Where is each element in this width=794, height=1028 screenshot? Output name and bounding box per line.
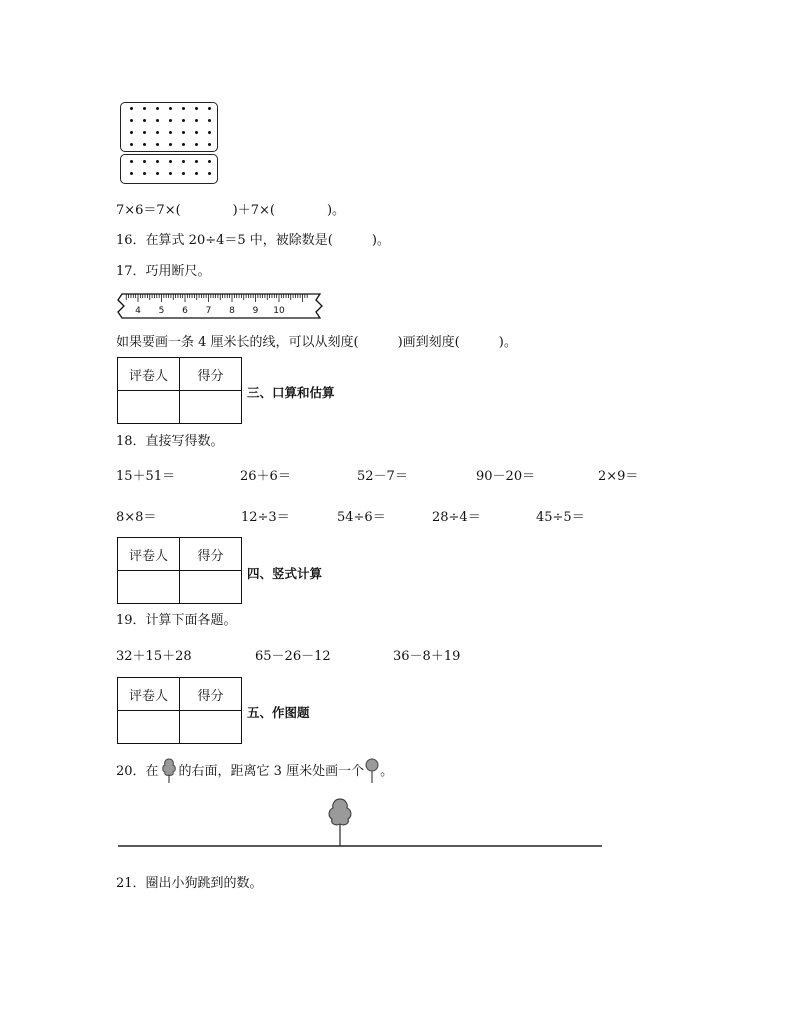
q18-row1-item-3: 52－7＝ xyxy=(357,469,408,484)
ruler-tick-label: 4 xyxy=(135,306,141,316)
q19-item-3: 36－8＋19 xyxy=(393,649,461,664)
dot xyxy=(143,119,146,122)
q18-row2-item-1: 8×8＝ xyxy=(116,510,157,525)
dot xyxy=(182,131,185,134)
q18-row1-item-2: 26＋6＝ xyxy=(240,469,291,484)
dot xyxy=(182,160,185,163)
q18-row2-item-3: 54÷6＝ xyxy=(337,510,386,525)
q17-text: 如果要画一条 4 厘米长的线，可以从刻度( )画到刻度( )。 xyxy=(116,335,517,350)
dot xyxy=(169,119,172,122)
q18-row1-item-1: 15＋51＝ xyxy=(116,469,176,484)
q21-title: 21．圈出小狗跳到的数。 xyxy=(116,876,263,891)
dot xyxy=(208,143,211,146)
ruler-tick-label: 6 xyxy=(182,306,188,316)
dot xyxy=(169,143,172,146)
dot xyxy=(130,107,133,110)
dot xyxy=(130,160,133,163)
dot xyxy=(195,119,198,122)
score-table-reviewer-label: 评卷人 xyxy=(118,678,180,711)
tree-icon xyxy=(329,799,351,846)
score-table-score-cell[interactable] xyxy=(180,711,242,744)
dot xyxy=(208,119,211,122)
dot xyxy=(182,143,185,146)
dot xyxy=(182,172,185,175)
ruler-tick-label: 8 xyxy=(229,306,235,316)
dot xyxy=(169,131,172,134)
section4-title: 四、竖式计算 xyxy=(247,566,323,581)
dot xyxy=(208,107,211,110)
q20-prefix: 20．在 xyxy=(116,764,159,779)
dot xyxy=(156,172,159,175)
dot xyxy=(130,131,133,134)
q19-item-1: 32＋15＋28 xyxy=(116,649,192,664)
dot xyxy=(182,119,185,122)
ruler-tick-label: 7 xyxy=(205,306,212,316)
q18-row2-item-2: 12÷3＝ xyxy=(241,510,290,525)
score-table-reviewer-label: 评卷人 xyxy=(118,358,180,391)
dot xyxy=(195,143,198,146)
dot xyxy=(156,107,159,110)
dot-array-bottom-box xyxy=(120,154,218,184)
score-table-reviewer-cell[interactable] xyxy=(118,711,180,744)
dot xyxy=(143,107,146,110)
score-table-score-cell[interactable] xyxy=(180,391,242,424)
dot xyxy=(143,160,146,163)
q18-title: 18．直接写得数。 xyxy=(116,434,224,449)
ruler-tick-label: 9 xyxy=(252,306,259,316)
ruler-tick-label: 10 xyxy=(273,306,285,316)
q19-title: 19．计算下面各题。 xyxy=(116,613,237,628)
q20-drawing-area[interactable] xyxy=(114,795,604,855)
score-table-score-label: 得分 xyxy=(180,358,242,391)
dot xyxy=(195,172,198,175)
dot xyxy=(156,160,159,163)
q20-text xyxy=(116,757,393,783)
section3-title: 三、口算和估算 xyxy=(247,385,335,400)
dot xyxy=(130,143,133,146)
dot xyxy=(143,143,146,146)
dot xyxy=(195,107,198,110)
section5-title: 五、作图题 xyxy=(247,705,310,720)
dot-array-top-box xyxy=(120,102,218,152)
score-table-score-label: 得分 xyxy=(180,678,242,711)
score-table-score-cell[interactable] xyxy=(180,571,242,604)
dot xyxy=(169,160,172,163)
q17-title: 17．巧用断尺。 xyxy=(116,264,211,279)
dot xyxy=(208,131,211,134)
dot xyxy=(195,160,198,163)
score-table-reviewer-cell[interactable] xyxy=(118,571,180,604)
score-table-1 xyxy=(117,357,242,424)
score-table-score-label: 得分 xyxy=(180,538,242,571)
dot xyxy=(208,172,211,175)
q18-row1-item-5: 2×9＝ xyxy=(598,469,639,484)
q18-row1-item-4: 90－20＝ xyxy=(476,469,536,484)
score-table-3 xyxy=(117,677,242,744)
dot xyxy=(156,131,159,134)
q15-equation: 7×6＝7×( )＋7×( )。 xyxy=(116,203,346,218)
q19-item-2: 65－26－12 xyxy=(255,649,331,664)
dot xyxy=(156,119,159,122)
score-table-reviewer-label: 评卷人 xyxy=(118,538,180,571)
q20-middle: 的右面，距离它 3 厘米处画一个 xyxy=(178,764,365,779)
q16-text: 16．在算式 20÷4＝5 中，被除数是( )。 xyxy=(116,233,390,248)
q18-row2-item-5: 45÷5＝ xyxy=(536,510,585,525)
dot xyxy=(195,131,198,134)
dot xyxy=(143,172,146,175)
dot xyxy=(130,119,133,122)
q18-row2-item-4: 28÷4＝ xyxy=(432,510,481,525)
dot xyxy=(208,160,211,163)
ruler-tick-label: 5 xyxy=(158,306,165,316)
tree-icon xyxy=(159,757,179,783)
dot xyxy=(169,172,172,175)
round-tree-icon xyxy=(364,757,380,783)
dot xyxy=(156,143,159,146)
score-table-reviewer-cell[interactable] xyxy=(118,391,180,424)
dot xyxy=(130,172,133,175)
broken-ruler xyxy=(116,292,326,320)
dot xyxy=(182,107,185,110)
dot xyxy=(143,131,146,134)
score-table-2 xyxy=(117,537,242,604)
q20-suffix: 。 xyxy=(380,764,394,779)
dot xyxy=(169,107,172,110)
